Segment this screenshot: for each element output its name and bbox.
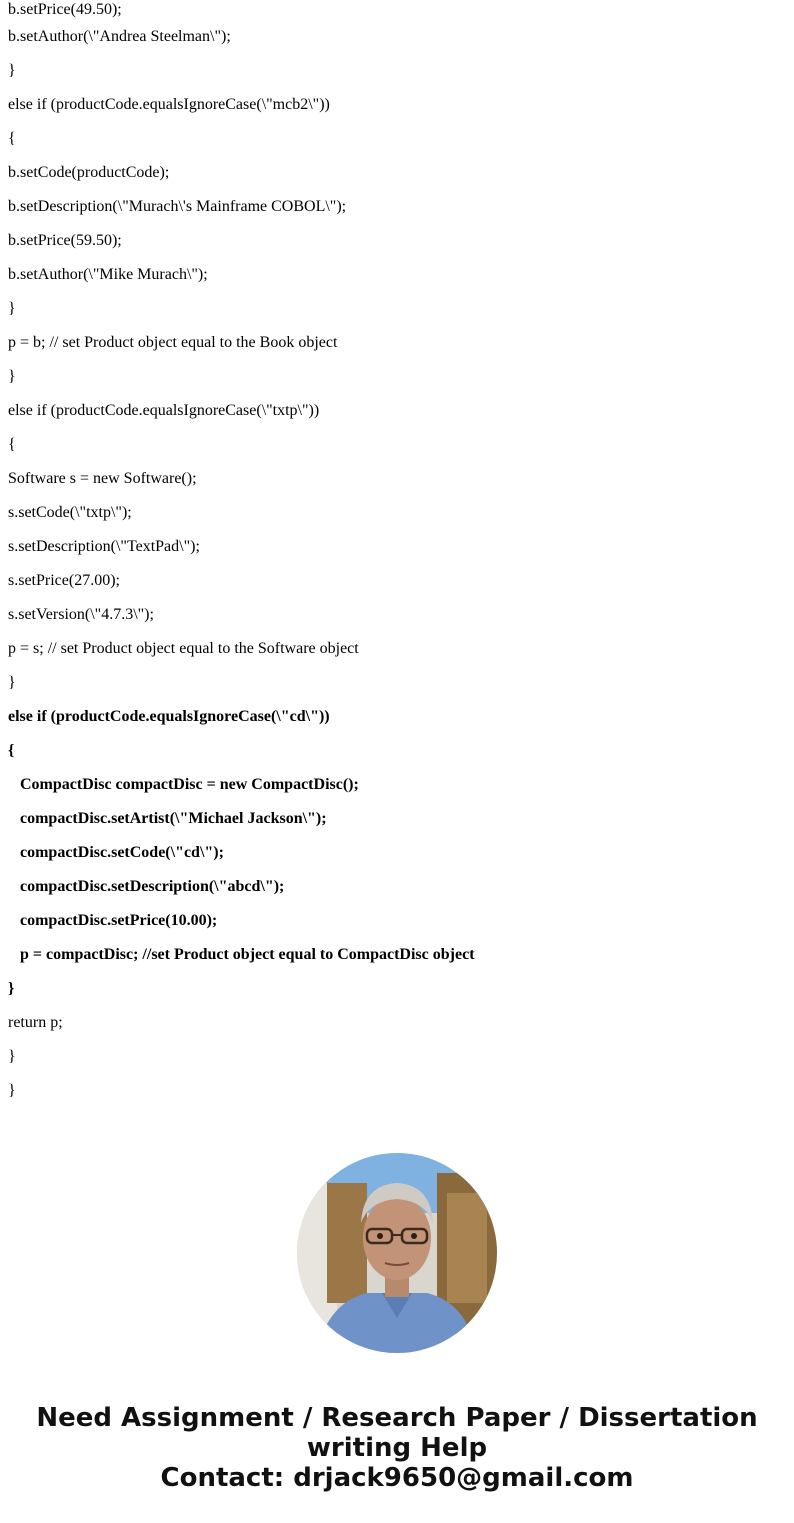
code-line: } [8, 980, 15, 997]
code-line: } [8, 674, 16, 691]
promo-banner [0, 1403, 794, 1493]
code-line: b.setPrice(59.50); [8, 232, 122, 249]
code-line: } [8, 1048, 16, 1065]
code-line: b.setCode(productCode); [8, 164, 170, 181]
code-line: s.setVersion(\"4.7.3\"); [8, 606, 154, 623]
code-line: } [8, 368, 16, 385]
avatar-photo [297, 1153, 497, 1353]
code-line: s.setDescription(\"TextPad\"); [8, 538, 200, 555]
code-line: CompactDisc compactDisc = new CompactDisc(); [8, 776, 359, 793]
promo-contact: Contact: drjack9650@gmail.com [160, 1463, 634, 1493]
code-line: b.setAuthor(\"Andrea Steelman\"); [8, 28, 231, 45]
code-line: compactDisc.setArtist(\"Michael Jackson\"); [8, 810, 327, 827]
code-line: else if (productCode.equalsIgnoreCase(\"cd\")) [8, 708, 330, 725]
code-line: else if (productCode.equalsIgnoreCase(\"mcb2\")) [8, 96, 330, 113]
code-line: { [8, 130, 16, 147]
code-line: compactDisc.setCode(\"cd\"); [8, 844, 224, 861]
code-line: p = b; // set Product object equal to the Book object [8, 334, 338, 351]
code-line: s.setCode(\"txtp\"); [8, 504, 132, 521]
code-line: { [8, 742, 15, 759]
code-line: p = compactDisc; //set Product object equal to CompactDisc object [8, 946, 475, 963]
promo-line-1: Need Assignment / Research Paper / Dissertation [36, 1403, 758, 1433]
code-line: return p; [8, 1014, 63, 1031]
code-line: b.setPrice(49.50); [8, 1, 122, 18]
code-line: } [8, 300, 16, 317]
code-line: { [8, 436, 16, 453]
code-line: b.setDescription(\"Murach\'s Mainframe COBOL\"); [8, 198, 347, 215]
promo-line-2: writing Help [306, 1433, 488, 1463]
avatar [297, 1153, 497, 1353]
code-line: else if (productCode.equalsIgnoreCase(\"txtp\")) [8, 402, 320, 419]
code-line: p = s; // set Product object equal to the Software object [8, 640, 359, 657]
code-line: b.setAuthor(\"Mike Murach\"); [8, 266, 208, 283]
code-line: compactDisc.setDescription(\"abcd\"); [8, 878, 285, 895]
code-listing [8, 0, 788, 1114]
code-line: } [8, 62, 16, 79]
code-line: } [8, 1082, 16, 1099]
code-line: compactDisc.setPrice(10.00); [8, 912, 218, 929]
code-line: Software s = new Software(); [8, 470, 197, 487]
code-line: s.setPrice(27.00); [8, 572, 120, 589]
